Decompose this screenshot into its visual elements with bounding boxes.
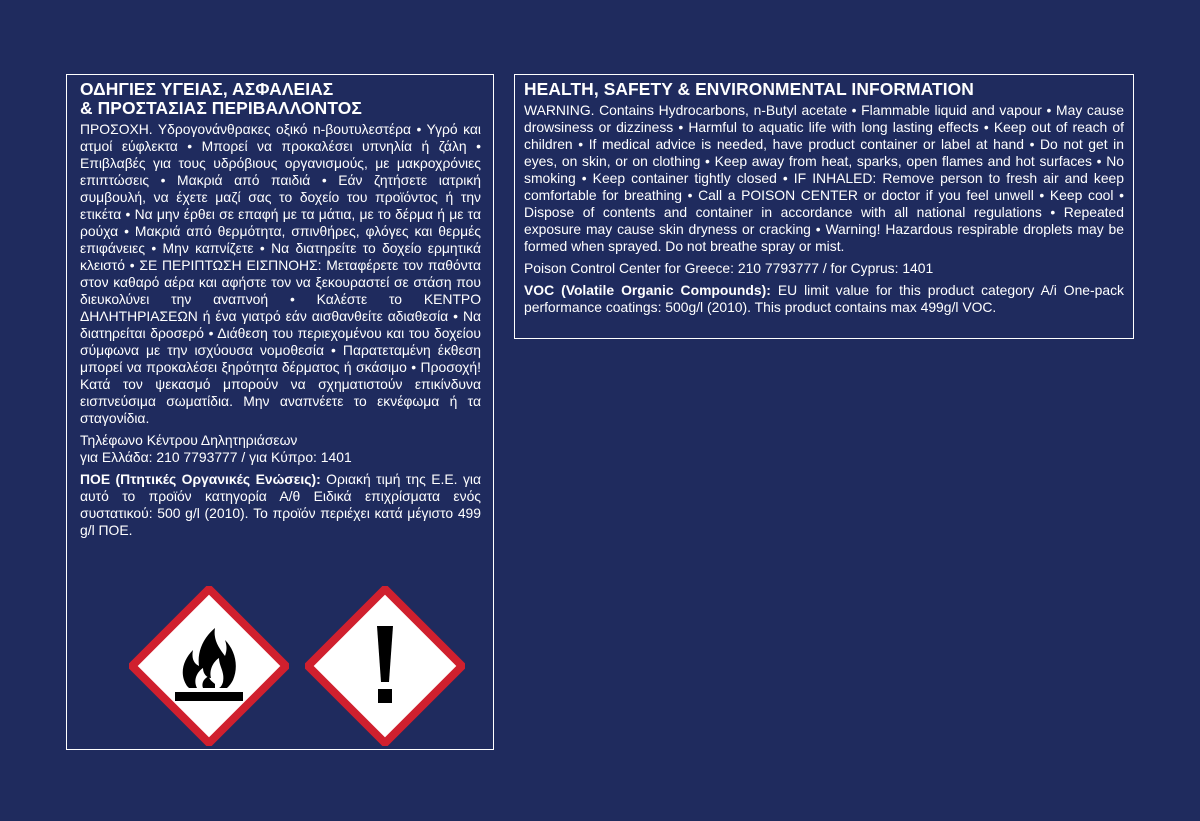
greek-body-text: ΠΡΟΣΟΧΗ. Υδρογονάνθρακες οξικό n-βουτυλεστέρα • Υγρό και ατμοί εύφλεκτα • Μπορεί να προκαλέσει υπνηλία ή ζάλη • Επιβλαβές για τους υδρόβιους οργανισμούς, με μακροχρόνιες επιπτώσεις • Μακριά από παιδιά • Εάν ζητήσετε ιατρική συμβουλή, να έχετε μαζί σας το δοχείο του προϊόντος ή την ετικέτα • Να μην έρθει σε επαφή με τα μάτια, με το δέρμα ή με τα ρούχα • Μακριά από θερμότητα, σπινθήρες, φλόγες και θερμές επιφάνειες • Μην καπνίζετε • Να διατηρείτε το δοχείο ερμητικά κλειστό • ΣΕ ΠΕΡΙΠΤΩΣΗ ΕΙΣΠΝΟΗΣ: Μεταφέρετε τον παθόντα στον καθαρό αέρα και αφήστε τον να ξεκουραστεί σε στάση που διευκολύνει την αναπνοή • Καλέστε το ΚΕΝΤΡΟ ΔΗΛΗΤΗΡΙΑΣΕΩΝ ή ένα γιατρό εάν αισθανθείτε αδιαθεσία • Να διατηρείται δροσερό • Διάθεση του περιεχομένου και του δοχείου σύμφωνα με την ισχύουσα νομοθεσία • Παρατεταμένη έκθεση μπορεί να προκαλέσει ξηρότητα δέρματος ή σκάσιμο • Προσοχή! Κατά τον ψεκασμό μπορούν να σχηματιστούν επικίνδυνα εισπνεύσιμα σωματίδια. Μην αναπνέετε το εκνέφωμα ή τα σταγονίδια. <box>80 121 481 426</box>
greek-title <box>80 80 481 118</box>
greek-safety-panel <box>66 74 494 750</box>
flame-icon <box>129 586 289 746</box>
greek-voc-value: Οριακή τιμή της Ε.Ε. για αυτό το προϊόν κατηγορία Α/θ Ειδικά επιχρίσματα ενός συστατικού: 500 g/l (2010). Το προϊόν περιέχει κατά μέγιστο 499 g/l ΠΟΕ. <box>80 471 482 538</box>
greek-poison-center <box>80 432 481 466</box>
greek-title-line1: ΟΔΗΓΙΕΣ ΥΓΕΙΑΣ, ΑΣΦΑΛΕΙΑΣ <box>80 79 334 99</box>
greek-title-line2: & ΠΡΟΣΤΑΣΙΑΣ ΠΕΡΙΒΑΛΛΟΝΤΟΣ <box>80 98 362 118</box>
english-voc-text <box>524 282 1124 316</box>
greek-voc-label: ΠΟΕ (Πτητικές Οργανικές Ενώσεις): <box>80 471 321 487</box>
english-safety-panel <box>514 74 1134 339</box>
greek-voc-text <box>80 471 481 539</box>
english-poison-center: Poison Control Center for Greece: 210 7793777 / for Cyprus: 1401 <box>524 260 934 276</box>
hazard-pictograms <box>129 586 449 746</box>
english-body-text: WARNING. Contains Hydrocarbons, n-Butyl acetate • Flammable liquid and vapour • May cause drowsiness or dizziness • Harmful to aquatic life with long lasting effects • Keep out of reach of children • If medical advice is needed, have product container or label at hand • Do not get in eyes, on skin, or on clothing • Keep away from heat, sparks, open flames and hot surfaces • No smoking • Keep container tightly closed • IF INHALED: Remove person to fresh air and keep comfortable for breathing • Call a POISON CENTER or doctor if you feel unwell • Keep cool • Dispose of contents and container in accordance with all national regulations • Repeated exposure may cause skin dryness or cracking • Warning! Hazardous respirable droplets may be formed when sprayed. Do not breathe spray or mist. <box>524 102 1124 254</box>
english-title: HEALTH, SAFETY & ENVIRONMENTAL INFORMATION <box>524 79 974 99</box>
greek-poison-line1: Τηλέφωνο Κέντρου Δηλητηριάσεων <box>80 432 298 448</box>
english-voc-label: VOC (Volatile Organic Compounds): <box>524 282 771 298</box>
greek-poison-line2: για Ελλάδα: 210 7793777 / για Κύπρο: 1401 <box>80 449 352 465</box>
english-voc-value: EU limit value for this product category A/i One-pack performance coatings: 500g/l (2010). This product contains max 499g/l VOC. <box>524 282 1125 315</box>
exclamation-mark-icon <box>305 586 465 746</box>
